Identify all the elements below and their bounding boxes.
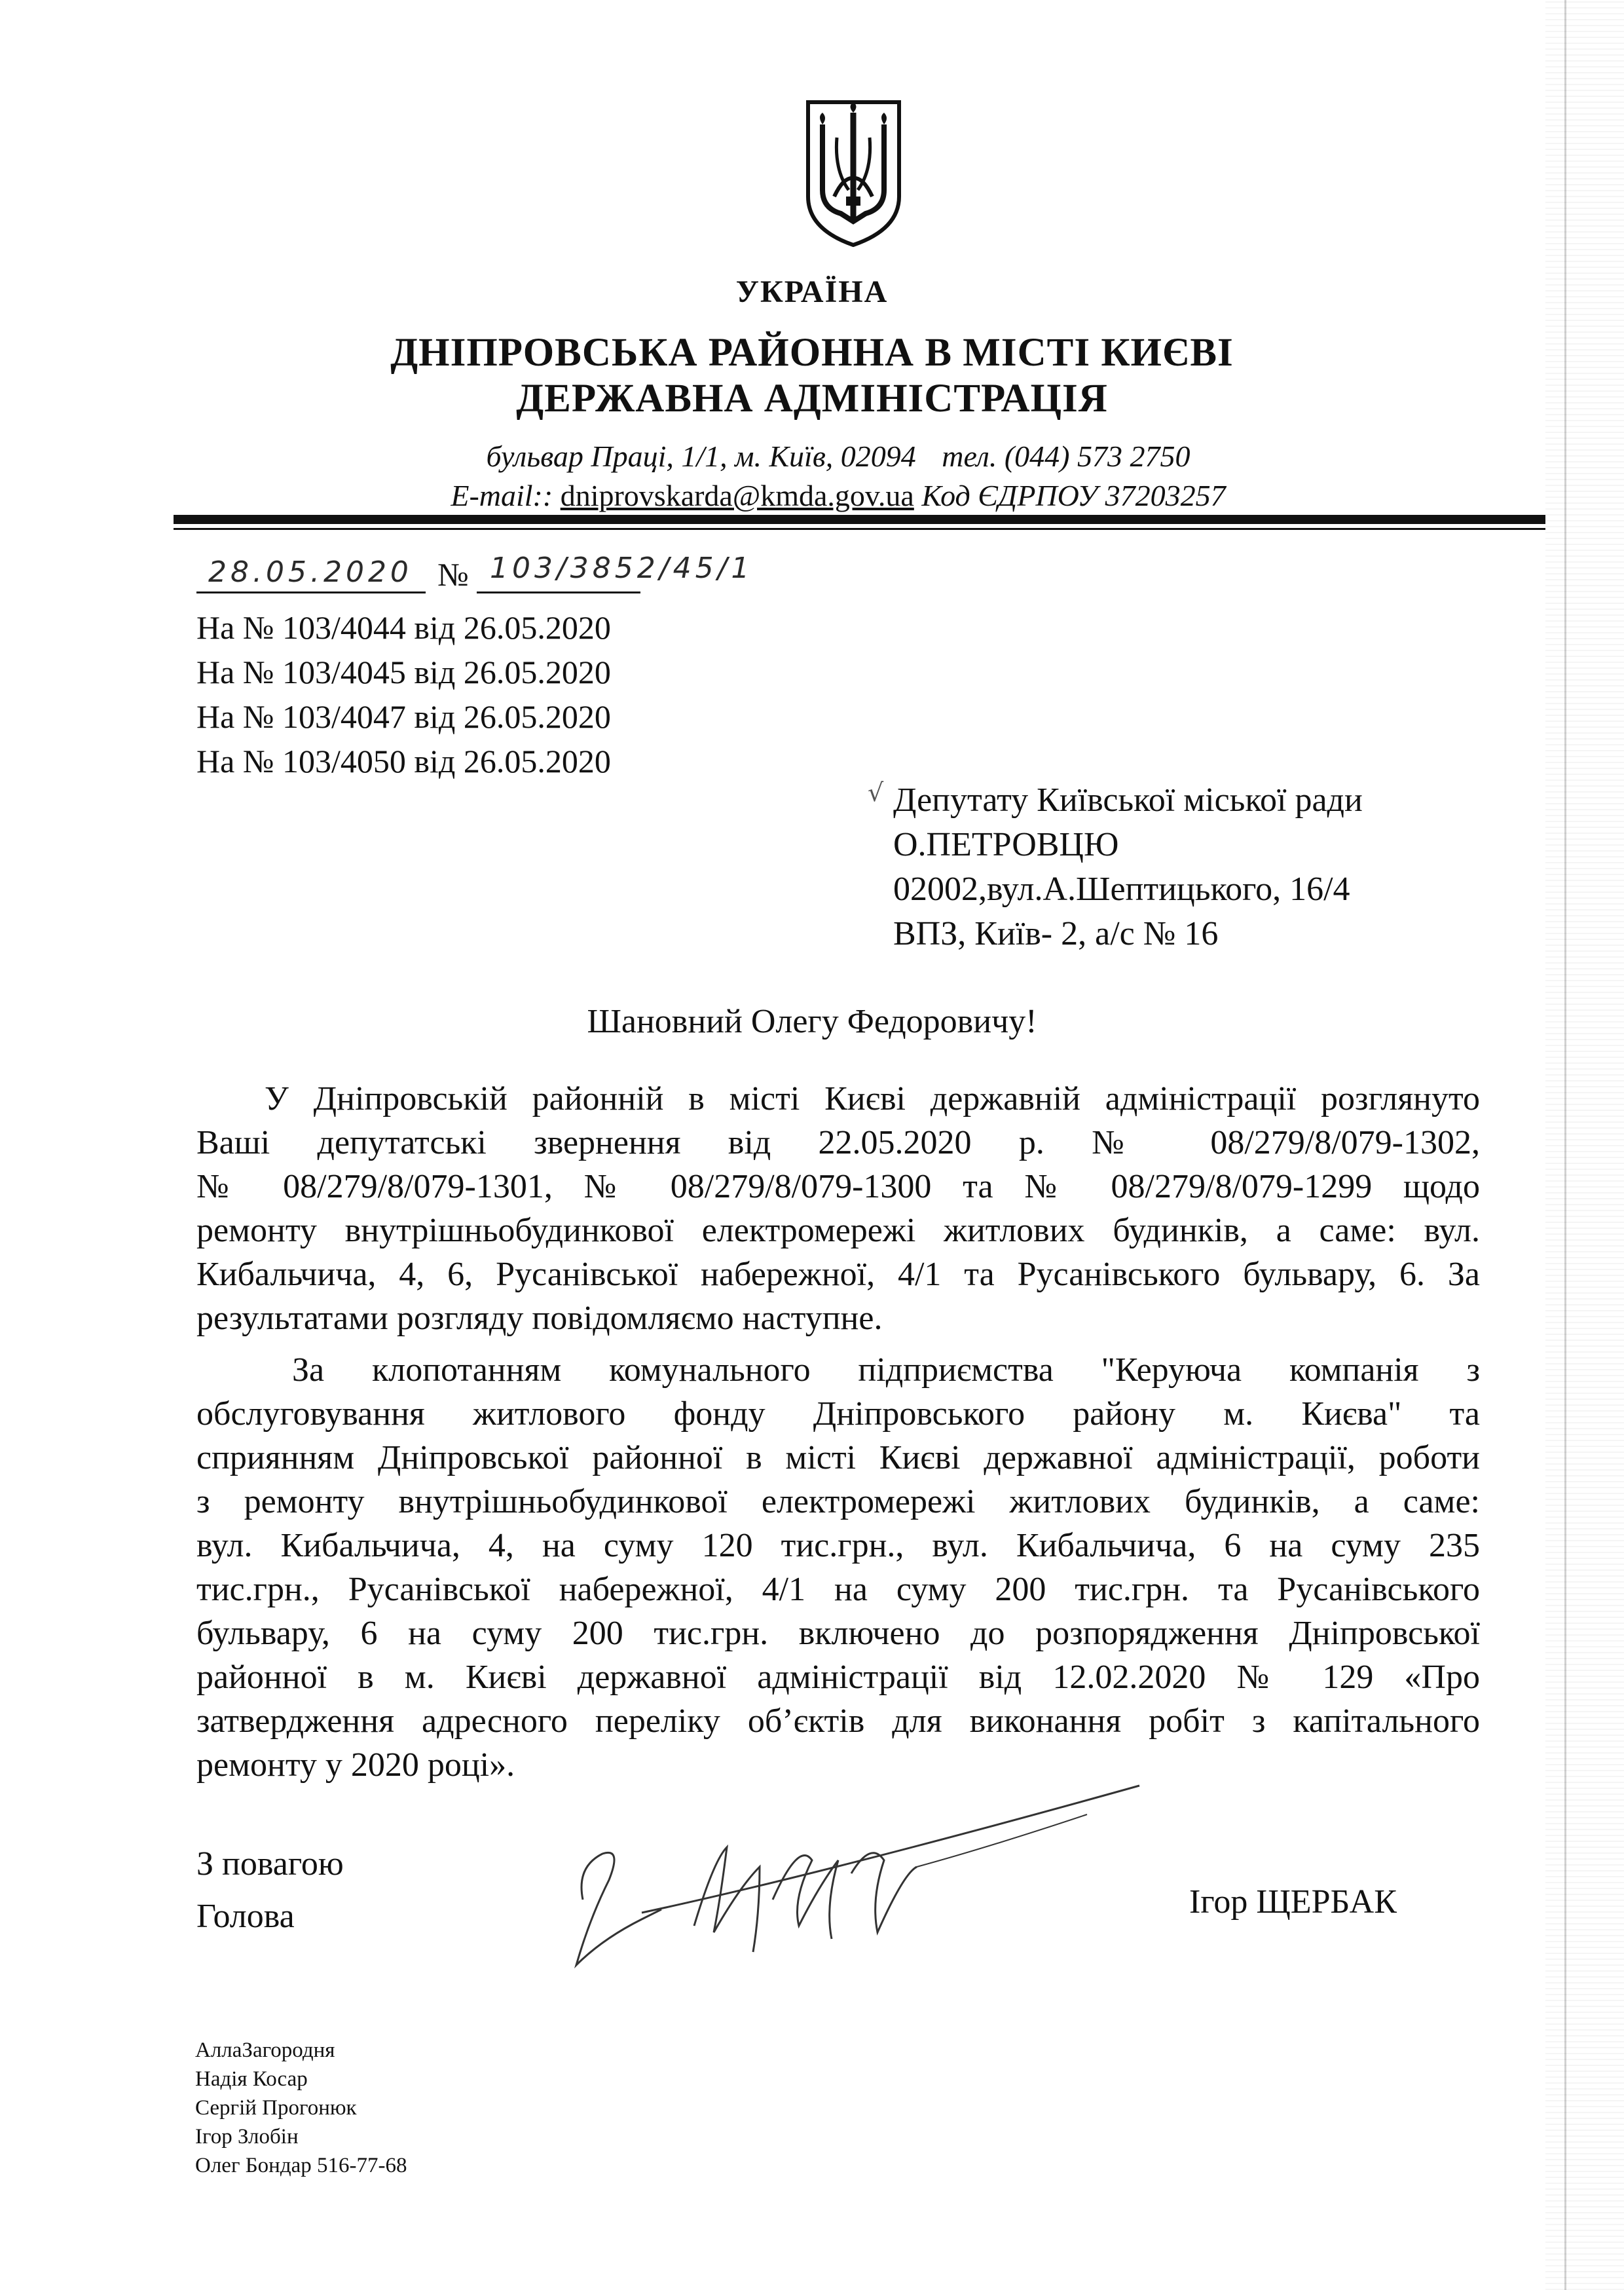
coat-of-arms-icon [803,98,904,249]
paragraph-line: обслуговування житлового фонду Дніпровського району м. Києва" та [196,1395,1480,1433]
contact-item: Надія Косар [195,2067,308,2091]
paragraph-line: тис.грн., Русанівської набережної, 4/1 на суму 200 тис.грн. та Русанівського [196,1571,1480,1608]
edrpou-code: Код ЄДРПОУ 37203257 [921,479,1226,512]
salutation: Шановний Олегу Федоровичу! [587,1003,1037,1040]
paragraph-line: За клопотанням комунального підприємства "Керуюча компанія з [292,1351,1480,1389]
paragraph-line: Ваші депутатські звернення від 22.05.2020 р. № 08/279/8/079-1302, [196,1124,1480,1161]
paragraph-line: ремонту внутрішньобудинкової електромережі житлових будинків, а саме: вул. [196,1212,1480,1249]
body-paragraph-2 [196,1348,1480,1787]
date-underline [196,591,426,593]
email-link[interactable]: dniprovskarda@kmda.gov.ua [560,479,914,512]
paragraph-line: бульвару, 6 на суму 200 тис.грн. включено до розпорядження Дніпровської [196,1615,1480,1652]
email-label: E-mail:: [451,479,553,512]
contact-item: АллаЗагородня [195,2038,335,2062]
paragraph-line: Кибальчича, 4, 6, Русанівської набережної, 4/1 та Русанівського бульвару, 6. За [196,1256,1480,1293]
phone-number: тел. (044) 573 2750 [942,440,1190,473]
contact-item: Ігор Злобін [195,2125,299,2149]
outgoing-number: 103/3852/45/1 [490,552,754,585]
closing-block [196,1838,344,1943]
reference-item: На № 103/4047 від 26.05.2020 [196,698,611,735]
paragraph-line: ремонту у 2020 році». [196,1746,515,1784]
closing-regards: З повагою [196,1845,344,1883]
organization-name-line2: ДЕРЖАВНА АДМІНІСТРАЦІЯ [516,377,1108,421]
recipient-name: О.ПЕТРОВЦЮ [893,826,1119,863]
paragraph-line: сприянням Дніпровської районної в місті Києві державної адміністрації, роботи [196,1439,1480,1476]
body-paragraph-1 [196,1077,1480,1340]
recipient-po-box: ВПЗ, Київ- 2, а/с № 16 [893,915,1219,952]
organization-name-line1: ДНІПРОВСЬКА РАЙОННА В МІСТІ КИЄВІ [390,331,1234,375]
paragraph-line: з ремонту внутрішньобудинкової електромережі житлових будинків, а саме: [196,1483,1480,1520]
check-mark-icon: √ [868,778,884,807]
signer-name: Ігор ЩЕРБАК [1189,1883,1397,1921]
recipient-title: Депутату Київської міської ради [893,781,1363,819]
country-name: УКРАЇНА [735,274,889,309]
header-divider-thin [174,528,1545,530]
executor-contacts [195,2036,407,2180]
contact-line [26,478,1624,513]
contact-item: Сергій Прогонюк [195,2096,357,2120]
number-underline [477,591,640,593]
postal-address: бульвар Праці, 1/1, м. Київ, 02094 [486,440,916,473]
paragraph-line: вул. Кибальчича, 4, на суму 120 тис.грн., вул. Кибальчича, 6 на суму 235 [196,1527,1480,1564]
paragraph-line: результатами розгляду повідомляємо наступне. [196,1300,883,1337]
signer-position: Голова [196,1898,295,1935]
paragraph-line: № 08/279/8/079-1301, № 08/279/8/079-1300 та № 08/279/8/079-1299 щодо [196,1168,1480,1205]
address-line [26,439,1624,474]
paragraph-line: У Дніпровській районній в місті Києві державній адміністрації розглянуто [265,1080,1480,1117]
reference-list [196,605,611,783]
recipient-block [893,778,1363,956]
paragraph-line: затвердження адресного переліку об’єктів для виконання робіт з капітального [196,1702,1480,1740]
reference-item: На № 103/4044 від 26.05.2020 [196,609,611,646]
reference-item: На № 103/4050 від 26.05.2020 [196,743,611,779]
number-sign: № [437,556,469,593]
reference-item: На № 103/4045 від 26.05.2020 [196,654,611,690]
paragraph-line: районної в м. Києві державної адміністрації від 12.02.2020 № 129 «Про [196,1659,1480,1696]
outgoing-date: 28.05.2020 [208,555,413,589]
header-divider-thick [174,515,1545,524]
contact-item: Олег Бондар 516-77-68 [195,2154,407,2177]
handwritten-signature [563,1769,1153,1991]
recipient-address: 02002,вул.А.Шептицького, 16/4 [893,871,1350,908]
